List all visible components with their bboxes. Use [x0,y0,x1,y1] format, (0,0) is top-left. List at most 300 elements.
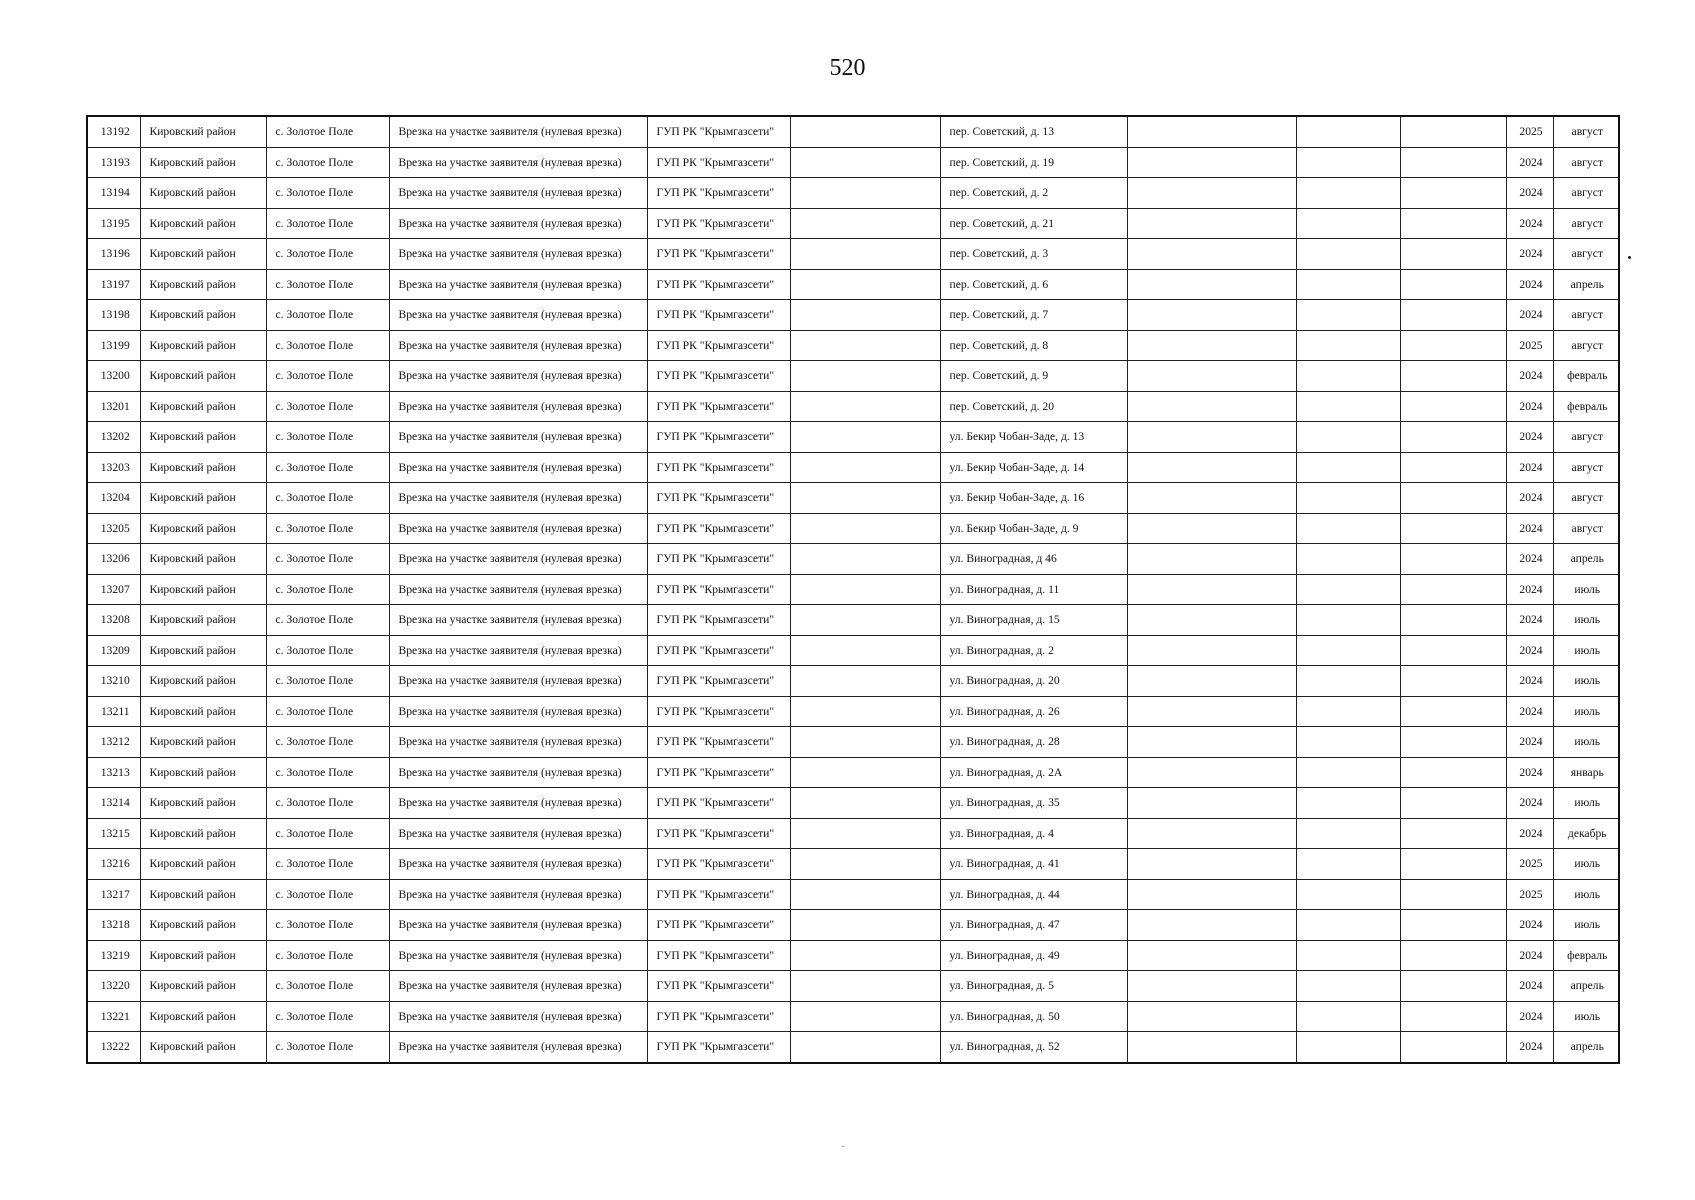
cell-organization: ГУП РК "Крымгазсети" [647,116,790,147]
cell-organization: ГУП РК "Крымгазсети" [647,757,790,788]
cell-empty [1400,849,1506,880]
cell-organization: ГУП РК "Крымгазсети" [647,1032,790,1063]
cell-address: ул. Бекир Чобан-Заде, д. 14 [940,452,1127,483]
cell-empty [1296,666,1400,697]
cell-district: Кировский район [140,696,266,727]
cell-empty [790,757,940,788]
cell-empty [790,422,940,453]
cell-work-type: Врезка на участке заявителя (нулевая врезка) [389,940,647,971]
cell-settlement: с. Золотое Поле [266,849,389,880]
cell-month: август [1553,422,1619,453]
cell-id: 13218 [87,910,140,941]
cell-empty [1400,483,1506,514]
cell-empty [1400,910,1506,941]
cell-district: Кировский район [140,879,266,910]
cell-empty [1400,178,1506,209]
cell-address: пер. Советский, д. 13 [940,116,1127,147]
cell-year: 2024 [1506,635,1553,666]
cell-empty [790,239,940,270]
cell-district: Кировский район [140,940,266,971]
cell-work-type: Врезка на участке заявителя (нулевая врезка) [389,147,647,178]
cell-district: Кировский район [140,1032,266,1063]
cell-work-type: Врезка на участке заявителя (нулевая врезка) [389,696,647,727]
cell-settlement: с. Золотое Поле [266,300,389,331]
cell-empty [1400,147,1506,178]
table-row [87,818,1619,849]
cell-empty [1127,910,1296,941]
cell-address: пер. Советский, д. 2 [940,178,1127,209]
cell-year: 2024 [1506,361,1553,392]
cell-district: Кировский район [140,361,266,392]
cell-empty [790,666,940,697]
cell-work-type: Врезка на участке заявителя (нулевая врезка) [389,239,647,270]
cell-organization: ГУП РК "Крымгазсети" [647,452,790,483]
cell-empty [1296,452,1400,483]
cell-work-type: Врезка на участке заявителя (нулевая врезка) [389,483,647,514]
cell-empty [1400,116,1506,147]
cell-empty [790,727,940,758]
cell-address: пер. Советский, д. 7 [940,300,1127,331]
cell-empty [1400,757,1506,788]
cell-empty [1400,727,1506,758]
cell-month: август [1553,147,1619,178]
cell-empty [790,879,940,910]
cell-organization: ГУП РК "Крымгазсети" [647,422,790,453]
cell-id: 13216 [87,849,140,880]
cell-organization: ГУП РК "Крымгазсети" [647,483,790,514]
cell-id: 13209 [87,635,140,666]
table-row [87,544,1619,575]
cell-id: 13206 [87,544,140,575]
cell-empty [1400,391,1506,422]
cell-settlement: с. Золотое Поле [266,757,389,788]
cell-id: 13219 [87,940,140,971]
cell-organization: ГУП РК "Крымгазсети" [647,635,790,666]
table-row [87,269,1619,300]
cell-year: 2024 [1506,452,1553,483]
cell-empty [790,452,940,483]
table-row [87,605,1619,636]
cell-month: июль [1553,574,1619,605]
cell-empty [1127,635,1296,666]
cell-month: июль [1553,696,1619,727]
cell-work-type: Врезка на участке заявителя (нулевая врезка) [389,391,647,422]
cell-empty [1127,849,1296,880]
cell-year: 2025 [1506,116,1553,147]
cell-empty [1127,422,1296,453]
cell-id: 13194 [87,178,140,209]
cell-empty [1127,361,1296,392]
cell-settlement: с. Золотое Поле [266,147,389,178]
cell-month: июль [1553,635,1619,666]
cell-empty [1296,971,1400,1002]
cell-empty [1127,666,1296,697]
cell-id: 13197 [87,269,140,300]
table-row [87,879,1619,910]
table-row [87,971,1619,1002]
cell-empty [1296,1001,1400,1032]
cell-empty [1127,330,1296,361]
cell-empty [1400,605,1506,636]
cell-empty [1296,605,1400,636]
table-row [87,696,1619,727]
cell-empty [1296,879,1400,910]
cell-empty [1127,1001,1296,1032]
cell-month: апрель [1553,971,1619,1002]
cell-empty [790,818,940,849]
cell-address: пер. Советский, д. 21 [940,208,1127,239]
table-row [87,239,1619,270]
cell-empty [790,788,940,819]
cell-address: ул. Виноградная, д. 5 [940,971,1127,1002]
cell-organization: ГУП РК "Крымгазсети" [647,971,790,1002]
cell-month: июль [1553,879,1619,910]
cell-year: 2024 [1506,513,1553,544]
cell-district: Кировский район [140,239,266,270]
cell-settlement: с. Золотое Поле [266,330,389,361]
cell-year: 2024 [1506,574,1553,605]
cell-year: 2024 [1506,696,1553,727]
cell-empty [1296,361,1400,392]
cell-year: 2024 [1506,971,1553,1002]
table-row [87,391,1619,422]
cell-empty [1400,300,1506,331]
cell-organization: ГУП РК "Крымгазсети" [647,239,790,270]
cell-address: пер. Советский, д. 6 [940,269,1127,300]
cell-empty [790,696,940,727]
cell-district: Кировский район [140,269,266,300]
cell-settlement: с. Золотое Поле [266,696,389,727]
cell-empty [1296,544,1400,575]
cell-month: август [1553,208,1619,239]
table-row [87,574,1619,605]
cell-district: Кировский район [140,208,266,239]
table-row [87,178,1619,209]
cell-month: август [1553,178,1619,209]
cell-address: ул. Бекир Чобан-Заде, д. 9 [940,513,1127,544]
cell-id: 13211 [87,696,140,727]
cell-empty [1296,818,1400,849]
cell-address: ул. Виноградная, д. 26 [940,696,1127,727]
cell-district: Кировский район [140,849,266,880]
cell-work-type: Врезка на участке заявителя (нулевая врезка) [389,1032,647,1063]
cell-settlement: с. Золотое Поле [266,208,389,239]
cell-settlement: с. Золотое Поле [266,239,389,270]
cell-organization: ГУП РК "Крымгазсети" [647,147,790,178]
cell-id: 13208 [87,605,140,636]
cell-address: ул. Виноградная, д. 50 [940,1001,1127,1032]
gas-connection-table [86,115,1620,1064]
cell-settlement: с. Золотое Поле [266,178,389,209]
cell-empty [790,544,940,575]
cell-empty [1127,971,1296,1002]
cell-work-type: Врезка на участке заявителя (нулевая врезка) [389,910,647,941]
cell-year: 2024 [1506,178,1553,209]
cell-address: ул. Виноградная, д. 35 [940,788,1127,819]
cell-empty [1400,879,1506,910]
cell-empty [790,910,940,941]
cell-work-type: Врезка на участке заявителя (нулевая врезка) [389,879,647,910]
cell-id: 13195 [87,208,140,239]
cell-month: апрель [1553,1032,1619,1063]
cell-empty [1400,208,1506,239]
cell-empty [1127,116,1296,147]
cell-district: Кировский район [140,971,266,1002]
cell-month: июль [1553,788,1619,819]
cell-district: Кировский район [140,513,266,544]
cell-organization: ГУП РК "Крымгазсети" [647,940,790,971]
cell-settlement: с. Золотое Поле [266,422,389,453]
cell-empty [1400,330,1506,361]
cell-district: Кировский район [140,116,266,147]
cell-empty [790,635,940,666]
cell-empty [790,300,940,331]
cell-organization: ГУП РК "Крымгазсети" [647,727,790,758]
cell-month: январь [1553,757,1619,788]
cell-settlement: с. Золотое Поле [266,1001,389,1032]
cell-empty [1127,300,1296,331]
cell-address: пер. Советский, д. 19 [940,147,1127,178]
cell-work-type: Врезка на участке заявителя (нулевая врезка) [389,513,647,544]
cell-empty [1127,269,1296,300]
cell-year: 2024 [1506,757,1553,788]
cell-empty [1296,147,1400,178]
cell-empty [1400,574,1506,605]
table-row [87,910,1619,941]
cell-month: февраль [1553,940,1619,971]
cell-id: 13213 [87,757,140,788]
cell-empty [790,574,940,605]
cell-empty [1127,208,1296,239]
cell-month: июль [1553,849,1619,880]
cell-settlement: с. Золотое Поле [266,574,389,605]
cell-work-type: Врезка на участке заявителя (нулевая врезка) [389,361,647,392]
table-row [87,452,1619,483]
cell-empty [1296,391,1400,422]
table-row [87,513,1619,544]
cell-work-type: Врезка на участке заявителя (нулевая врезка) [389,116,647,147]
cell-empty [1296,910,1400,941]
cell-empty [1127,574,1296,605]
table-row [87,635,1619,666]
cell-address: ул. Виноградная, д. 52 [940,1032,1127,1063]
cell-id: 13193 [87,147,140,178]
cell-empty [1400,1032,1506,1063]
cell-organization: ГУП РК "Крымгазсети" [647,849,790,880]
cell-organization: ГУП РК "Крымгазсети" [647,788,790,819]
cell-year: 2024 [1506,666,1553,697]
table-row [87,849,1619,880]
cell-work-type: Врезка на участке заявителя (нулевая врезка) [389,818,647,849]
cell-empty [790,1001,940,1032]
table-row [87,1001,1619,1032]
cell-empty [1296,483,1400,514]
table-body [87,116,1619,1063]
cell-id: 13205 [87,513,140,544]
cell-address: ул. Виноградная, д 46 [940,544,1127,575]
cell-month: июль [1553,727,1619,758]
table-row [87,116,1619,147]
cell-settlement: с. Золотое Поле [266,513,389,544]
table-row [87,940,1619,971]
cell-year: 2024 [1506,300,1553,331]
cell-work-type: Врезка на участке заявителя (нулевая врезка) [389,971,647,1002]
cell-empty [1400,239,1506,270]
cell-district: Кировский район [140,788,266,819]
cell-id: 13201 [87,391,140,422]
cell-address: ул. Виноградная, д. 11 [940,574,1127,605]
cell-empty [790,208,940,239]
cell-organization: ГУП РК "Крымгазсети" [647,574,790,605]
cell-month: апрель [1553,269,1619,300]
cell-work-type: Врезка на участке заявителя (нулевая врезка) [389,178,647,209]
cell-empty [790,330,940,361]
cell-empty [1400,696,1506,727]
cell-empty [790,116,940,147]
cell-district: Кировский район [140,147,266,178]
cell-month: август [1553,330,1619,361]
cell-empty [1400,422,1506,453]
cell-empty [1296,574,1400,605]
cell-settlement: с. Золотое Поле [266,818,389,849]
cell-district: Кировский район [140,635,266,666]
cell-work-type: Врезка на участке заявителя (нулевая врезка) [389,1001,647,1032]
cell-month: август [1553,452,1619,483]
cell-id: 13221 [87,1001,140,1032]
cell-settlement: с. Золотое Поле [266,940,389,971]
cell-empty [1296,849,1400,880]
cell-id: 13207 [87,574,140,605]
cell-empty [790,605,940,636]
cell-address: ул. Виноградная, д. 49 [940,940,1127,971]
cell-month: июль [1553,666,1619,697]
cell-empty [790,147,940,178]
cell-empty [1296,1032,1400,1063]
cell-settlement: с. Золотое Поле [266,1032,389,1063]
cell-id: 13196 [87,239,140,270]
cell-empty [1127,239,1296,270]
cell-district: Кировский район [140,178,266,209]
cell-empty [1296,239,1400,270]
cell-empty [1296,208,1400,239]
cell-id: 13204 [87,483,140,514]
cell-empty [1296,635,1400,666]
table-row [87,483,1619,514]
cell-work-type: Врезка на участке заявителя (нулевая врезка) [389,330,647,361]
cell-address: ул. Виноградная, д. 41 [940,849,1127,880]
cell-organization: ГУП РК "Крымгазсети" [647,544,790,575]
cell-work-type: Врезка на участке заявителя (нулевая врезка) [389,269,647,300]
cell-empty [1296,513,1400,544]
cell-empty [1296,330,1400,361]
cell-year: 2024 [1506,269,1553,300]
cell-work-type: Врезка на участке заявителя (нулевая врезка) [389,605,647,636]
cell-id: 13202 [87,422,140,453]
cell-district: Кировский район [140,300,266,331]
cell-empty [1127,1032,1296,1063]
table-row [87,757,1619,788]
cell-id: 13212 [87,727,140,758]
cell-month: август [1553,483,1619,514]
cell-empty [790,513,940,544]
table-row [87,147,1619,178]
cell-year: 2024 [1506,910,1553,941]
cell-district: Кировский район [140,910,266,941]
cell-settlement: с. Золотое Поле [266,483,389,514]
cell-work-type: Врезка на участке заявителя (нулевая врезка) [389,574,647,605]
cell-empty [790,269,940,300]
cell-year: 2025 [1506,879,1553,910]
cell-settlement: с. Золотое Поле [266,605,389,636]
cell-settlement: с. Золотое Поле [266,391,389,422]
cell-empty [790,483,940,514]
cell-district: Кировский район [140,452,266,483]
cell-id: 13215 [87,818,140,849]
cell-empty [1127,696,1296,727]
cell-address: пер. Советский, д. 20 [940,391,1127,422]
table-row [87,300,1619,331]
cell-id: 13214 [87,788,140,819]
cell-empty [1400,635,1506,666]
cell-address: ул. Виноградная, д. 47 [940,910,1127,941]
cell-address: пер. Советский, д. 3 [940,239,1127,270]
cell-empty [790,361,940,392]
cell-district: Кировский район [140,818,266,849]
cell-district: Кировский район [140,330,266,361]
cell-settlement: с. Золотое Поле [266,727,389,758]
cell-year: 2024 [1506,788,1553,819]
cell-empty [790,1032,940,1063]
cell-work-type: Врезка на участке заявителя (нулевая врезка) [389,300,647,331]
cell-empty [790,849,940,880]
cell-year: 2024 [1506,605,1553,636]
cell-district: Кировский район [140,544,266,575]
cell-month: июль [1553,605,1619,636]
cell-empty [1400,269,1506,300]
cell-address: ул. Виноградная, д. 2 [940,635,1127,666]
cell-empty [790,971,940,1002]
cell-month: август [1553,239,1619,270]
cell-settlement: с. Золотое Поле [266,361,389,392]
cell-address: ул. Виноградная, д. 20 [940,666,1127,697]
cell-address: пер. Советский, д. 9 [940,361,1127,392]
cell-empty [1400,788,1506,819]
cell-work-type: Врезка на участке заявителя (нулевая врезка) [389,757,647,788]
cell-empty [1296,300,1400,331]
cell-settlement: с. Золотое Поле [266,879,389,910]
cell-year: 2024 [1506,1001,1553,1032]
cell-address: ул. Бекир Чобан-Заде, д. 16 [940,483,1127,514]
cell-work-type: Врезка на участке заявителя (нулевая врезка) [389,727,647,758]
cell-id: 13199 [87,330,140,361]
cell-organization: ГУП РК "Крымгазсети" [647,300,790,331]
cell-organization: ГУП РК "Крымгазсети" [647,818,790,849]
table-row [87,666,1619,697]
cell-district: Кировский район [140,483,266,514]
cell-settlement: с. Золотое Поле [266,910,389,941]
cell-organization: ГУП РК "Крымгазсети" [647,696,790,727]
cell-year: 2024 [1506,391,1553,422]
cell-empty [1296,269,1400,300]
cell-address: ул. Виноградная, д. 28 [940,727,1127,758]
cell-year: 2024 [1506,147,1553,178]
cell-month: февраль [1553,361,1619,392]
cell-empty [1400,971,1506,1002]
cell-empty [1296,422,1400,453]
cell-empty [1400,1001,1506,1032]
cell-district: Кировский район [140,727,266,758]
cell-organization: ГУП РК "Крымгазсети" [647,178,790,209]
